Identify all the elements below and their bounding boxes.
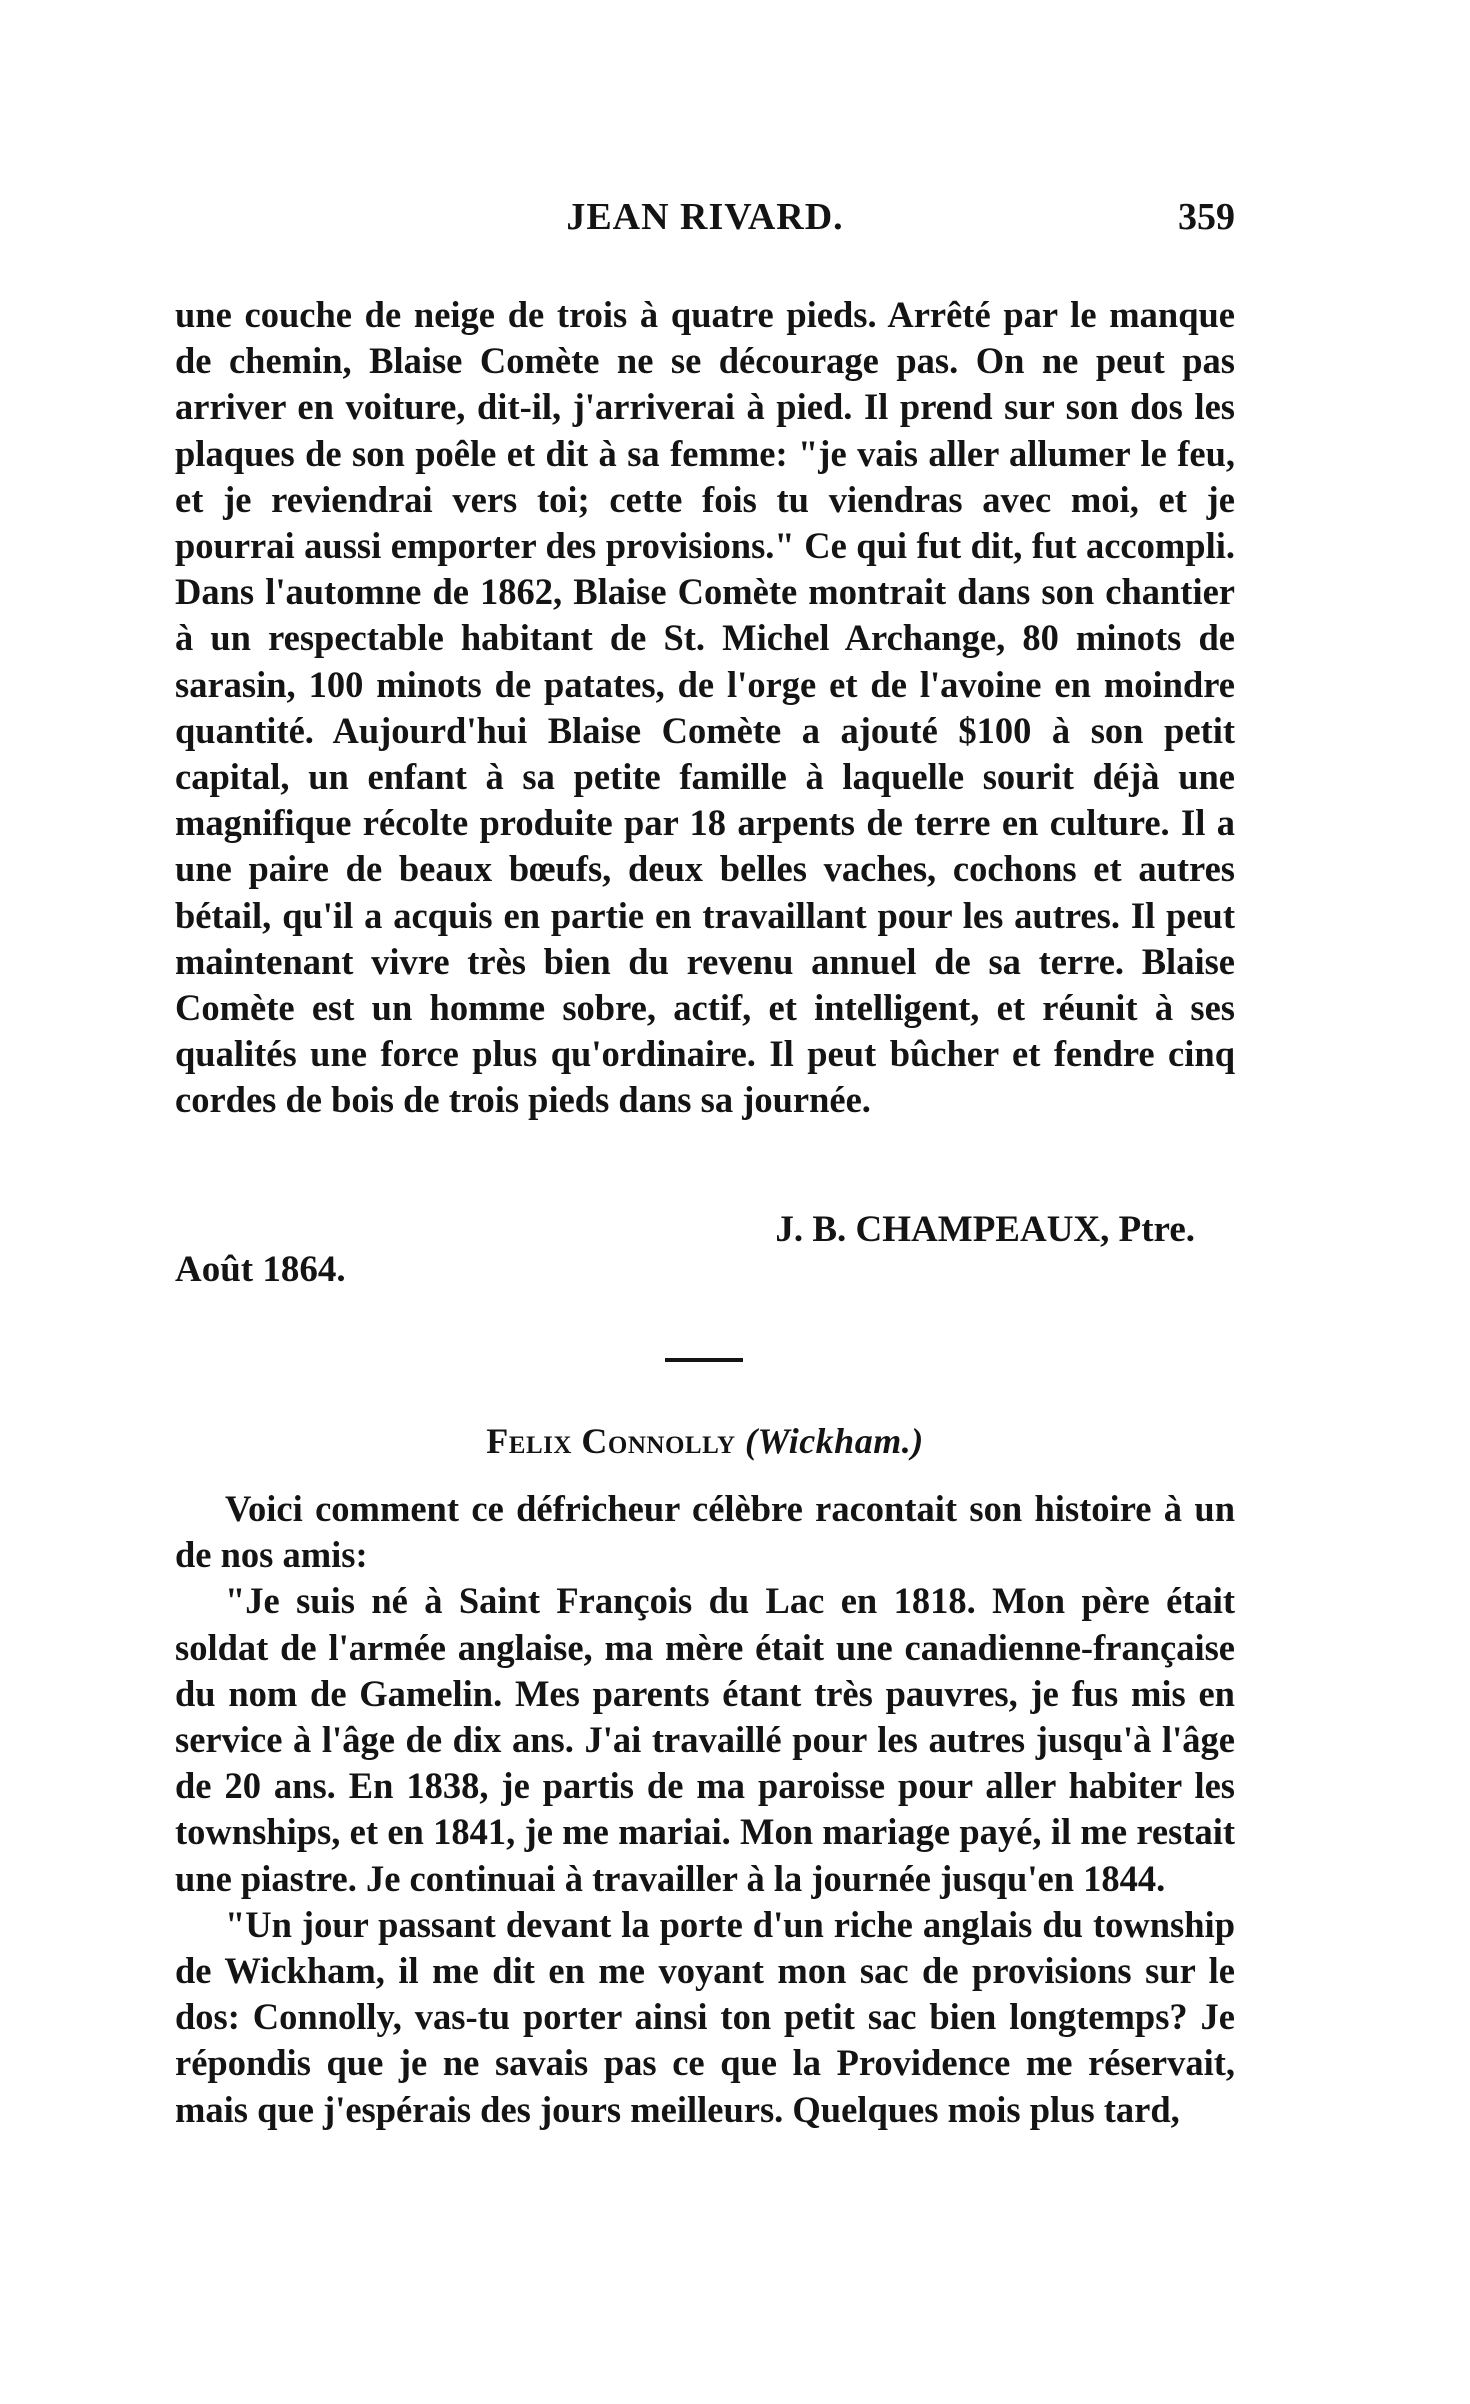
page-header xyxy=(175,195,1235,245)
page-number: 359 xyxy=(1178,196,1235,238)
section-place: (Wickham.) xyxy=(745,1421,924,1461)
section-paragraph: "Un jour passant devant la porte d'un riche anglais du township de Wickham, il me dit en me voyant mon sac de provisions sur le dos: Connolly, vas-tu porter ainsi ton petit sac bien longtemps? Je répondis que je ne savais pas ce que la Providence me réservait, mais que j'espérais des jours meilleurs. Quelques mois plus tard, xyxy=(175,1903,1235,2130)
running-head: JEAN RIVARD. xyxy=(566,196,844,238)
section-heading xyxy=(175,1420,1235,1462)
date-line: Août 1864. xyxy=(175,1249,346,1290)
signature: J. B. CHAMPEAUX, Ptre. xyxy=(775,1209,1195,1250)
section-paragraph: "Je suis né à Saint François du Lac en 1818. Mon père était soldat de l'armée anglaise, ma mère était une canadienne-française du nom de Gamelin. Mes parents étant très pauvres, je fus mis en service à l'âge de dix ans. J'ai travaillé pour les autres jusqu'à l'âge de 20 ans. En 1838, je partis de ma paroisse pour aller habiter les townships, et en 1841, je me mariai. Mon mariage payé, il me restait une piastre. Je continuai à travailler à la journée jusqu'en 1844. xyxy=(175,1580,1235,1899)
section-paragraph: Voici comment ce défricheur célèbre racontait son histoire à un de nos amis: xyxy=(175,1488,1235,1576)
signature-block xyxy=(175,1208,1235,1298)
top-paragraph: une couche de neige de trois à quatre pieds. Arrêté par le manque de chemin, Blaise Comète ne se décourage pas. On ne peut pas arriver en voiture, dit-il, j'arriverai à pied. Il prend sur son dos les plaques de son poêle et dit à sa femme: "je vais aller allumer le feu, et je reviendrai vers toi; cette fois tu viendras avec moi, et je pourrai aussi emporter des provisions." Ce qui fut dit, fut accompli. Dans l'automne de 1862, Blaise Comète montrait dans son chantier à un respectable habitant de St. Michel Archange, 80 minots de sarasin, 100 minots de patates, de l'orge et de l'avoine en moindre quantité. Aujourd'hui Blaise Comète a ajouté $100 à son petit capital, un enfant à sa petite famille à laquelle sourit déjà une magnifique récolte produite par 18 arpents de terre en culture. Il a une paire de beaux bœufs, deux belles vaches, cochons et autres bétail, qu'il a acquis en partie en travaillant pour les autres. Il peut maintenant vivre très bien du revenu annuel de sa terre. Blaise Comète est un homme sobre, actif, et intelligent, et réunit à ses qualités une force plus qu'ordinaire. Il peut bûcher et fendre cinq cordes de bois de trois pieds dans sa journée. xyxy=(175,294,1235,1121)
top-text-block xyxy=(175,292,1235,1124)
section-text-block xyxy=(175,1486,1235,2133)
section-name: Felix Connolly xyxy=(486,1421,736,1461)
section-divider xyxy=(665,1358,743,1362)
